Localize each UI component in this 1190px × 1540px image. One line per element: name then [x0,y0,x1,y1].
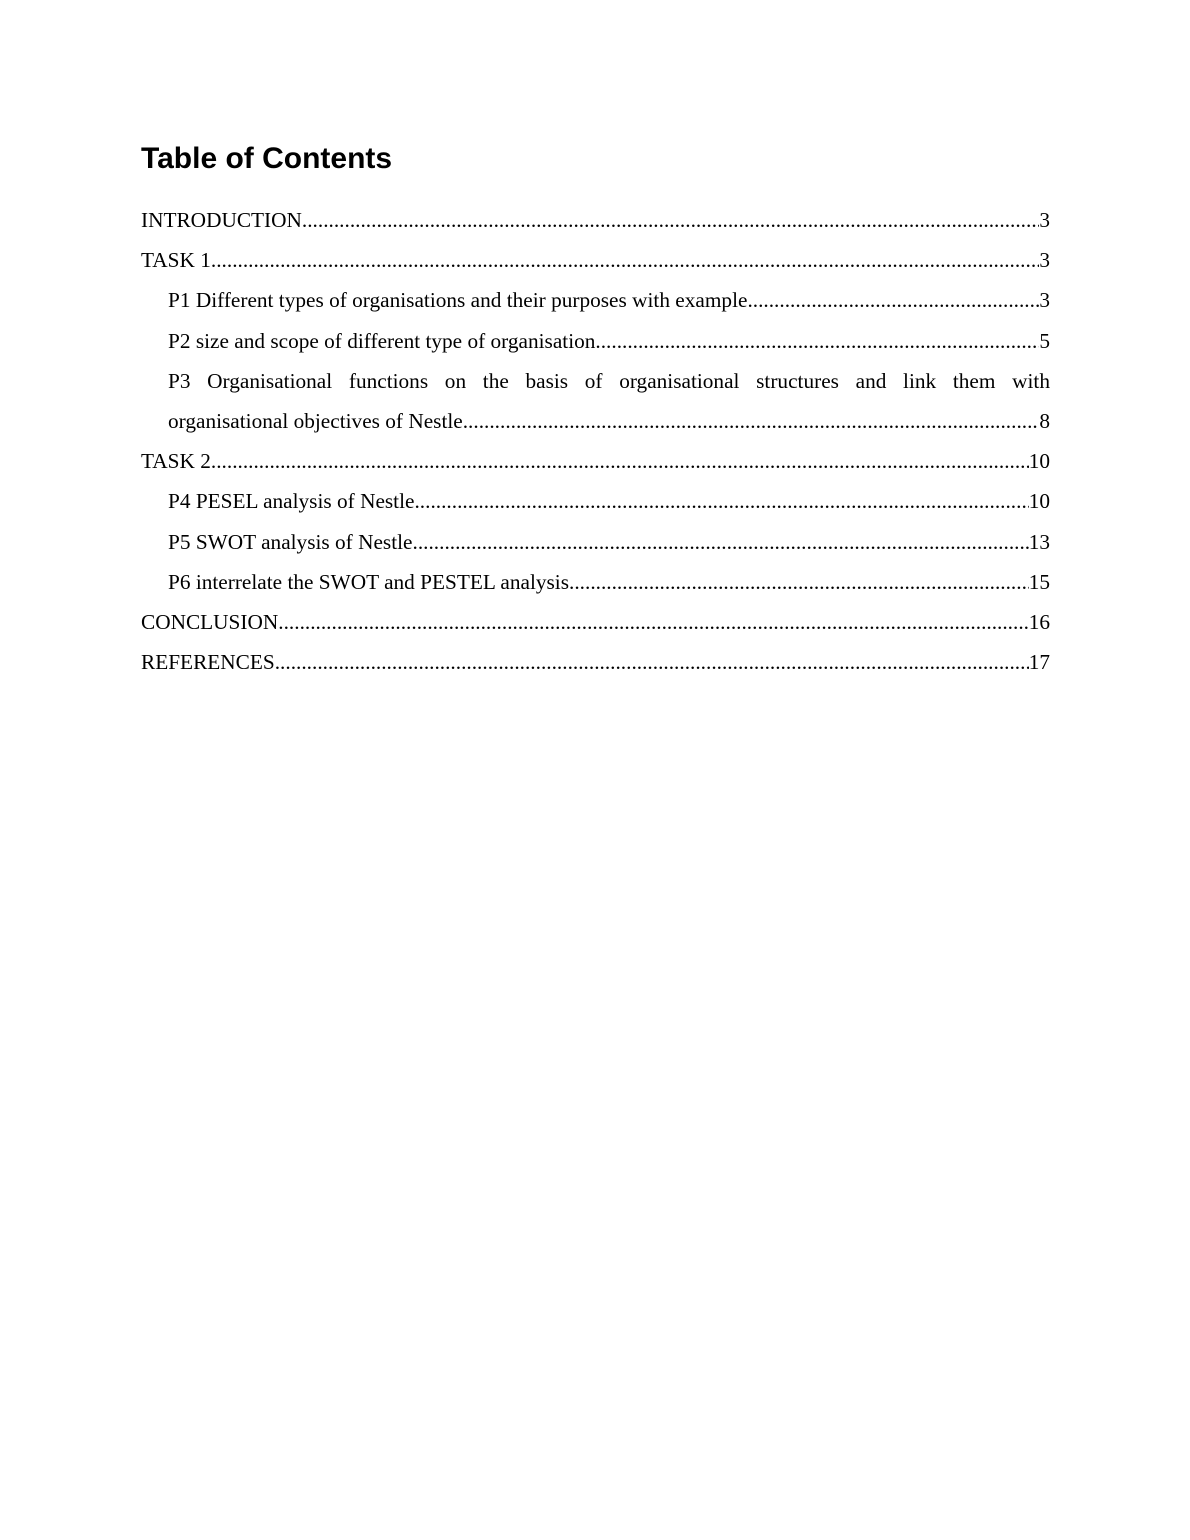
dot-leader [413,522,1029,562]
dot-leader [747,280,1039,320]
toc-entry-label: TASK 2 [141,449,211,474]
toc-entry-page: 10 [1028,449,1050,474]
dot-leader [463,401,1040,441]
dot-leader [302,200,1039,240]
toc-entry-references[interactable] [141,642,1050,682]
dot-leader [211,441,1029,481]
toc-entry-page: 3 [1039,288,1050,313]
toc-entry-introduction[interactable] [141,200,1050,240]
toc-entry-page: 15 [1028,569,1050,594]
toc-entry-label: P4 PESEL analysis of Nestle [168,489,415,514]
toc-entry-page: 10 [1028,489,1050,514]
toc-entry-page: 8 [1039,409,1050,434]
toc-entry-p1[interactable] [141,280,1050,320]
toc-title: Table of Contents [141,142,393,175]
toc-entry-label: P2 size and scope of different type of organisation [168,328,596,353]
toc-entry-p2[interactable] [141,321,1050,361]
toc-entry-page: 16 [1028,610,1050,635]
toc-entry-label: INTRODUCTION [141,208,302,232]
toc-entry-label: REFERENCES [141,650,275,675]
toc-entry-label: P5 SWOT analysis of Nestle [168,529,413,554]
toc-entry-label: TASK 1 [141,248,211,273]
dot-leader [278,602,1028,642]
toc-entry-label-line1: P3 Organisational functions on the basis of organisational structures and link them with [168,368,1050,393]
toc-entry-p6[interactable] [141,562,1050,602]
dot-leader [275,642,1029,682]
toc-entry-page: 13 [1028,529,1050,554]
dot-leader [569,562,1029,602]
toc-entry-label: P6 interrelate the SWOT and PESTEL analysis [168,569,570,594]
toc-entry-page: 3 [1039,208,1050,232]
toc-entry-conclusion[interactable] [141,602,1050,642]
toc-entry-p5[interactable] [141,522,1050,562]
toc-entry-task-2[interactable] [141,441,1050,481]
toc-entry-label-line2: organisational objectives of Nestle [168,409,463,434]
table-of-contents [141,138,1050,682]
toc-entry-label: CONCLUSION [141,610,279,635]
toc-entry-p4[interactable] [141,481,1050,521]
toc-list [141,200,1050,682]
toc-entry-page: 5 [1039,328,1050,353]
dot-leader [414,481,1028,521]
toc-entry-label: P1 Different types of organisations and their purposes with example [168,288,748,313]
dot-leader [211,240,1039,280]
toc-entry-p3[interactable] [141,361,1050,441]
toc-entry-page: 17 [1028,650,1050,675]
toc-entry-task-1[interactable] [141,240,1050,280]
dot-leader [595,321,1039,361]
toc-entry-page: 3 [1039,248,1050,273]
